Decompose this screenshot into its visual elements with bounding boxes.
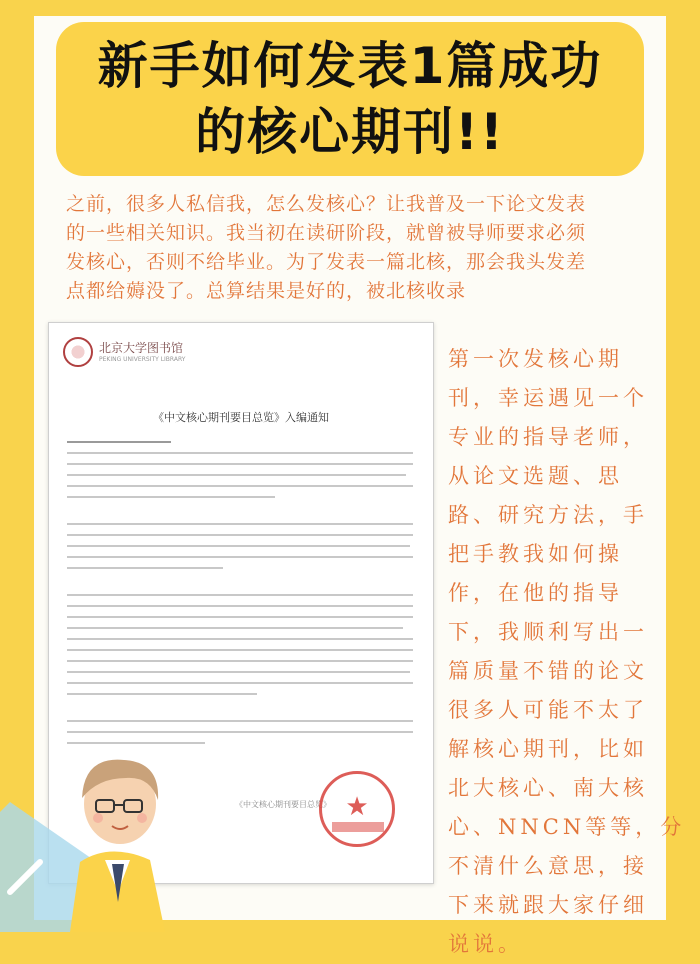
document-heading: 《中文核心期刊要目总览》入编通知	[153, 411, 329, 424]
intro-line: 之前，很多人私信我，怎么发核心？让我普及一下论文发表	[66, 193, 587, 215]
side-line: 北大核心、南大核	[448, 776, 648, 800]
official-seal-icon: ★	[319, 771, 395, 847]
side-line: 专业的指导老师，	[448, 425, 648, 449]
side-line: 不清什么意思，接	[448, 854, 648, 878]
side-line: 说说。	[448, 932, 523, 956]
document-footer: 《中文核心期刊要目总览》	[235, 800, 331, 809]
side-line: 从论文选题、思	[448, 464, 623, 488]
intro-line: 点都给薅没了。总算结果是好的，被北核收录	[66, 280, 467, 302]
side-line: 第一次发核心期	[448, 347, 623, 371]
library-subtitle: PEKING UNIVERSITY LIBRARY	[99, 356, 186, 363]
side-line: 把手教我如何操	[448, 542, 623, 566]
teacher-cartoon-icon	[0, 742, 240, 932]
intro-line: 的一些相关知识。我当初在读研阶段，就曾被导师要求必须	[66, 222, 587, 244]
side-line: 篇质量不错的论文	[448, 659, 648, 683]
intro-line: 发核心，否则不给毕业。为了发表一篇北核，那会我头发差	[66, 251, 587, 273]
document-body-text	[67, 441, 413, 753]
side-line: 心、NNCN等等，分	[448, 815, 686, 839]
side-line: 解核心期刊，比如	[448, 737, 648, 761]
university-logo-icon	[63, 337, 93, 367]
side-line: 作，在他的指导	[448, 581, 623, 605]
title-line-2: 的核心期刊!!	[195, 103, 505, 161]
side-line: 下，我顺利写出一	[448, 620, 648, 644]
intro-paragraph	[66, 190, 646, 306]
title-line-1: 新手如何发表1篇成功	[97, 37, 603, 95]
side-line: 路、研究方法，手	[448, 503, 648, 527]
side-line: 很多人可能不太了	[448, 698, 648, 722]
title-banner	[56, 22, 644, 176]
side-story-text	[448, 340, 686, 964]
library-name: 北京大学图书馆	[99, 341, 184, 355]
side-line: 下来就跟大家仔细	[448, 893, 648, 917]
side-line: 刊，幸运遇见一个	[448, 386, 648, 410]
